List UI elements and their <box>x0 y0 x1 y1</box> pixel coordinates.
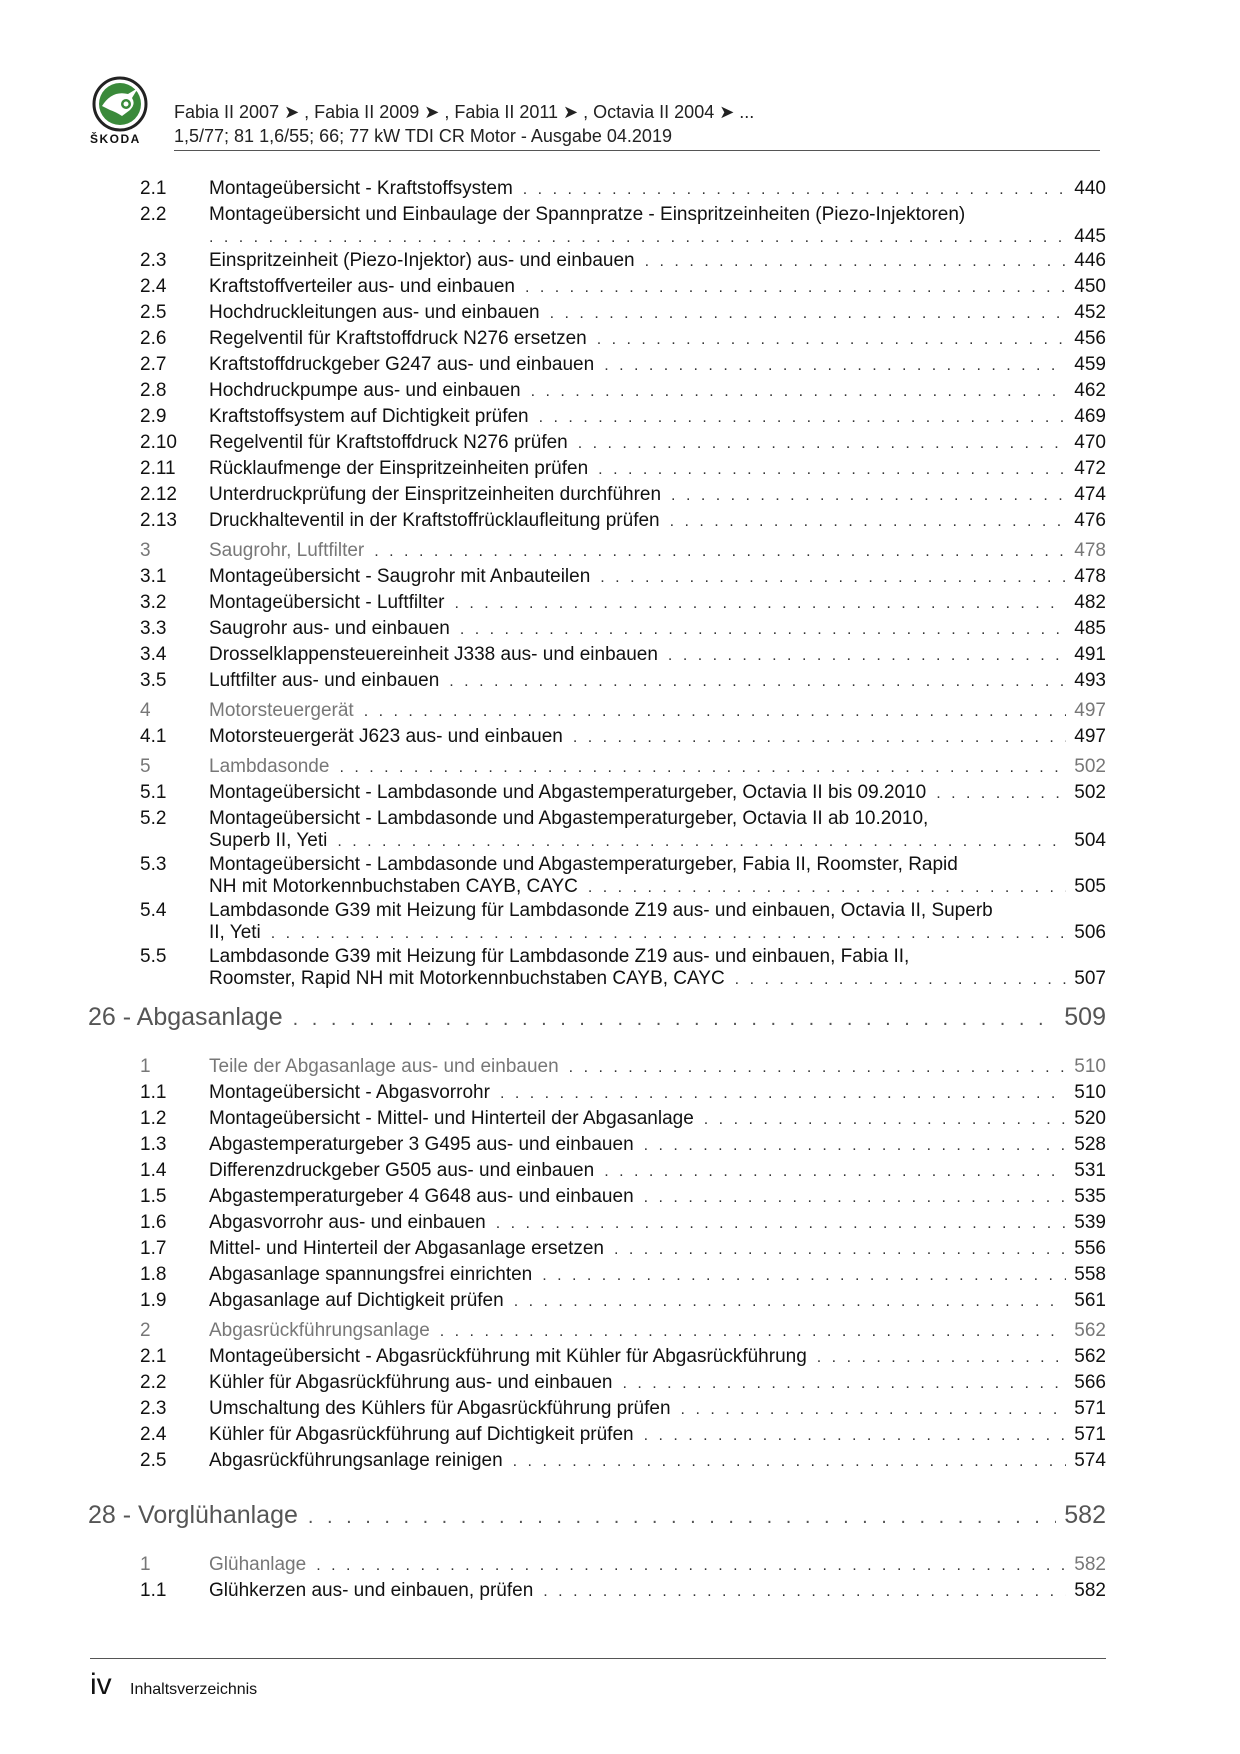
toc-entry-number: 1.1 <box>140 1082 167 1103</box>
toc-entry-number: 2.2 <box>140 1372 167 1393</box>
toc-entry-page: 507 <box>1074 968 1106 989</box>
toc-entry-page: 561 <box>1074 1290 1106 1311</box>
toc-entry-title: Lambdasonde G39 mit Heizung für Lambdasonde Z19 aus- und einbauen, Fabia II, <box>209 946 910 967</box>
header-models: Fabia II 2007 ➤ , Fabia II 2009 ➤ , Fabia II 2011 ➤ , Octavia II 2004 ➤ ... <box>174 102 755 122</box>
toc-entry-page: 497 <box>1074 700 1106 721</box>
header-engine: 1,5/77; 81 1,6/55; 66; 77 kW TDI CR Motor - Ausgabe 04.2019 <box>174 126 672 146</box>
toc-entry-number: 2.8 <box>140 380 167 401</box>
toc-entry-number: 2.10 <box>140 432 177 453</box>
toc-entry-page: 582 <box>1064 1501 1106 1529</box>
toc-entry-title: Montageübersicht - Luftfilter <box>209 592 445 613</box>
toc-entry-number: 5.5 <box>140 946 167 967</box>
toc-entry-title: Regelventil für Kraftstoffdruck N276 prüfen <box>209 432 568 453</box>
toc-entry-title: Mittel- und Hinterteil der Abgasanlage ersetzen <box>209 1238 605 1259</box>
toc-entry-page: 470 <box>1074 432 1106 453</box>
toc-entry-number: 2.4 <box>140 276 167 297</box>
toc-entry-number: 1.4 <box>140 1160 167 1181</box>
toc-entry-number: 1 <box>140 1056 151 1077</box>
toc-entry-number: 2.9 <box>140 406 167 427</box>
toc-chapter-entry[interactable] <box>88 1500 1106 1532</box>
toc-entry-number: 1.2 <box>140 1108 167 1129</box>
toc-entry-number: 2.6 <box>140 328 167 349</box>
toc-entry-number: 1 <box>140 1554 151 1575</box>
toc-entry-page: 558 <box>1074 1264 1106 1285</box>
toc-entry-number: 3.5 <box>140 670 167 691</box>
toc-entry-title: Kühler für Abgasrückführung auf Dichtigkeit prüfen <box>209 1424 634 1445</box>
toc-entry-number: 3.3 <box>140 618 167 639</box>
toc-entry-page: 531 <box>1074 1160 1106 1181</box>
toc-entry-number: 1.5 <box>140 1186 167 1207</box>
toc-entry-title: Montageübersicht - Saugrohr mit Anbauteilen <box>209 566 591 587</box>
skoda-logo-icon <box>92 76 148 132</box>
toc-entry-title: Rücklaufmenge der Einspritzeinheiten prüfen <box>209 458 589 479</box>
toc-entry-page: 510 <box>1074 1082 1106 1103</box>
toc-entry-page: 462 <box>1074 380 1106 401</box>
toc-entry-number: 3.2 <box>140 592 167 613</box>
toc-entry-number: 3.4 <box>140 644 167 665</box>
toc-entry-title: Umschaltung des Kühlers für Abgasrückführung prüfen <box>209 1398 671 1419</box>
toc-entry-title: Lambdasonde G39 mit Heizung für Lambdasonde Z19 aus- und einbauen, Octavia II, Superb <box>209 900 993 921</box>
toc-chapter-entry[interactable] <box>88 1002 1106 1034</box>
toc-entry-page: 485 <box>1074 618 1106 639</box>
toc-entry-title: Kraftstoffverteiler aus- und einbauen <box>209 276 515 297</box>
toc-entry-page: 582 <box>1074 1580 1106 1601</box>
toc-entry-title: Hochdruckpumpe aus- und einbauen <box>209 380 521 401</box>
toc-entry-page: 510 <box>1074 1056 1106 1077</box>
toc-entry-title-continued: II, Yeti <box>209 922 261 943</box>
toc-entry-title: Montageübersicht - Abgasrückführung mit Kühler für Abgasrückführung <box>209 1346 807 1367</box>
toc-entry-title: Saugrohr, Luftfilter <box>209 540 365 561</box>
toc-entry-title: Kraftstoffdruckgeber G247 aus- und einbauen <box>209 354 595 375</box>
toc-entry-number: 2.4 <box>140 1424 167 1445</box>
toc-chapter-title: 28 - Vorglühanlage <box>88 1501 298 1529</box>
toc-entry-page: 506 <box>1074 922 1106 943</box>
toc-entry-number: 2.1 <box>140 178 167 199</box>
toc-entry-title: Druckhalteventil in der Kraftstoffrücklaufleitung prüfen <box>209 510 660 531</box>
toc-entry-number: 2 <box>140 1320 151 1341</box>
toc-entry-page: 571 <box>1074 1424 1106 1445</box>
toc-entry-number: 2.5 <box>140 302 167 323</box>
toc-entry-title: Montageübersicht - Lambdasonde und Abgastemperaturgeber, Octavia II bis 09.2010 <box>209 782 927 803</box>
toc-entry-title: Regelventil für Kraftstoffdruck N276 ersetzen <box>209 328 587 349</box>
toc-entry-title: Differenzdruckgeber G505 aus- und einbauen <box>209 1160 595 1181</box>
toc-entry-title: Montageübersicht und Einbaulage der Spannpratze - Einspritzeinheiten (Piezo-Injektoren) <box>209 204 966 225</box>
toc-entry-number: 2.7 <box>140 354 167 375</box>
toc-entry-page: 440 <box>1074 178 1106 199</box>
toc-entry-number: 2.2 <box>140 204 167 225</box>
toc-entry-title: Abgasanlage auf Dichtigkeit prüfen <box>209 1290 504 1311</box>
toc-entry-title: Montageübersicht - Mittel- und Hinterteil der Abgasanlage <box>209 1108 694 1129</box>
toc-entry-title: Lambdasonde <box>209 756 330 777</box>
toc-entry-title: Abgastemperaturgeber 3 G495 aus- und einbauen <box>209 1134 634 1155</box>
toc-entry-page: 504 <box>1074 830 1106 851</box>
toc-entry-title: Teile der Abgasanlage aus- und einbauen <box>209 1056 559 1077</box>
toc-entry-page: 571 <box>1074 1398 1106 1419</box>
toc-entry-title: Drosselklappensteuereinheit J338 aus- und einbauen <box>209 644 658 665</box>
toc-entry-title: Motorsteuergerät J623 aus- und einbauen <box>209 726 563 747</box>
toc-entry-page: 574 <box>1074 1450 1106 1471</box>
toc-entry-number: 2.11 <box>140 458 176 479</box>
toc-entry-title: Abgastemperaturgeber 4 G648 aus- und einbauen <box>209 1186 634 1207</box>
toc-entry-number: 4 <box>140 700 151 721</box>
toc-entry-page: 493 <box>1074 670 1106 691</box>
toc-entry-number: 1.6 <box>140 1212 167 1233</box>
toc-entry-title: Einspritzeinheit (Piezo-Injektor) aus- und einbauen <box>209 250 635 271</box>
toc-entry-page: 497 <box>1074 726 1106 747</box>
toc-entry-page: 491 <box>1074 644 1106 665</box>
toc-entry-page: 505 <box>1074 876 1106 897</box>
toc-entry-number: 5.4 <box>140 900 167 921</box>
toc-entry-page: 456 <box>1074 328 1106 349</box>
toc-entry-page: 535 <box>1074 1186 1106 1207</box>
toc-entry-number: 1.9 <box>140 1290 167 1311</box>
toc-entry-page: 482 <box>1074 592 1106 613</box>
toc-entry-page: 474 <box>1074 484 1106 505</box>
toc-entry-title: Montageübersicht - Lambdasonde und Abgastemperaturgeber, Fabia II, Roomster, Rapid <box>209 854 958 875</box>
toc-entry-number: 5.2 <box>140 808 167 829</box>
toc-entry-number: 1.7 <box>140 1238 167 1259</box>
toc-entry-number: 1.3 <box>140 1134 167 1155</box>
toc-entry-title: Luftfilter aus- und einbauen <box>209 670 440 691</box>
footer-label: Inhaltsverzeichnis <box>130 1681 258 1698</box>
toc-entry-title-continued: Superb II, Yeti <box>209 830 328 851</box>
toc-entry-number: 2.12 <box>140 484 177 505</box>
brand-name: ŠKODA <box>90 132 141 146</box>
toc-entry-page: 478 <box>1074 566 1106 587</box>
toc-entry-title: Abgasvorrohr aus- und einbauen <box>209 1212 486 1233</box>
toc-entry-title: Abgasrückführungsanlage <box>209 1320 430 1341</box>
toc-entry-page: 452 <box>1074 302 1106 323</box>
toc-entry-page: 509 <box>1064 1003 1106 1031</box>
toc-entry-page: 520 <box>1074 1108 1106 1129</box>
toc-entry-number: 5.1 <box>140 782 167 803</box>
toc-entry-page: 562 <box>1074 1320 1106 1341</box>
toc-entry-number: 2.3 <box>140 1398 167 1419</box>
toc-entry-number: 5.3 <box>140 854 167 875</box>
toc-entry-number: 5 <box>140 756 151 777</box>
toc-entry-number: 2.1 <box>140 1346 167 1367</box>
toc-entry-page: 502 <box>1074 782 1106 803</box>
toc-entry-number: 2.3 <box>140 250 167 271</box>
toc-entry-title: Kraftstoffsystem auf Dichtigkeit prüfen <box>209 406 529 427</box>
toc-entry-page: 556 <box>1074 1238 1106 1259</box>
toc-entry-page: 450 <box>1074 276 1106 297</box>
toc-entry-number: 4.1 <box>140 726 167 747</box>
toc-entry-title: Glühanlage <box>209 1554 307 1575</box>
toc-entry-title: Saugrohr aus- und einbauen <box>209 618 450 639</box>
toc-entry-page: 478 <box>1074 540 1106 561</box>
toc-entry-number: 3.1 <box>140 566 167 587</box>
toc-entry-title: Glühkerzen aus- und einbauen, prüfen <box>209 1580 534 1601</box>
toc-entry-title: Montageübersicht - Lambdasonde und Abgastemperaturgeber, Octavia II ab 10.2010, <box>209 808 929 829</box>
toc-entry-page: 582 <box>1074 1554 1106 1575</box>
toc-entry-title: Motorsteuergerät <box>209 700 354 721</box>
toc-chapter-title: 26 - Abgasanlage <box>88 1003 283 1031</box>
toc-entry-title: Abgasrückführungsanlage reinigen <box>209 1450 503 1471</box>
toc-entry-title: Montageübersicht - Abgasvorrohr <box>209 1082 490 1103</box>
toc-entry-title: Unterdruckprüfung der Einspritzeinheiten durchführen <box>209 484 662 505</box>
toc-entry-number: 2.5 <box>140 1450 167 1471</box>
toc-entry-page: 562 <box>1074 1346 1106 1367</box>
toc-entry-page: 446 <box>1074 250 1106 271</box>
page-header <box>90 72 1100 152</box>
header-divider <box>174 150 1100 151</box>
toc-entry-title-continued: Roomster, Rapid NH mit Motorkennbuchstaben CAYB, CAYC <box>209 968 725 989</box>
toc-entry-title: Kühler für Abgasrückführung aus- und einbauen <box>209 1372 613 1393</box>
toc-entry-number: 2.13 <box>140 510 177 531</box>
toc-entry-page: 539 <box>1074 1212 1106 1233</box>
toc-entry-page: 528 <box>1074 1134 1106 1155</box>
toc-entry-page: 566 <box>1074 1372 1106 1393</box>
toc-entry-title: Hochdruckleitungen aus- und einbauen <box>209 302 540 323</box>
toc-entry-number: 1.8 <box>140 1264 167 1285</box>
toc-entry-page: 502 <box>1074 756 1106 777</box>
toc-entry-title-continued: NH mit Motorkennbuchstaben CAYB, CAYC <box>209 876 578 897</box>
toc-entry-number: 1.1 <box>140 1580 167 1601</box>
toc-entry-title: Montageübersicht - Kraftstoffsystem <box>209 178 513 199</box>
toc-entry-title: Abgasanlage spannungsfrei einrichten <box>209 1264 533 1285</box>
toc-entry-page: 469 <box>1074 406 1106 427</box>
footer-page-number: iv <box>90 1668 112 1701</box>
toc-entry-page: 472 <box>1074 458 1106 479</box>
toc-entry-number: 3 <box>140 540 151 561</box>
footer-divider <box>90 1658 1106 1659</box>
toc-entry-page: 445 <box>1074 226 1106 247</box>
toc-entry-page: 476 <box>1074 510 1106 531</box>
toc-entry-page: 459 <box>1074 354 1106 375</box>
